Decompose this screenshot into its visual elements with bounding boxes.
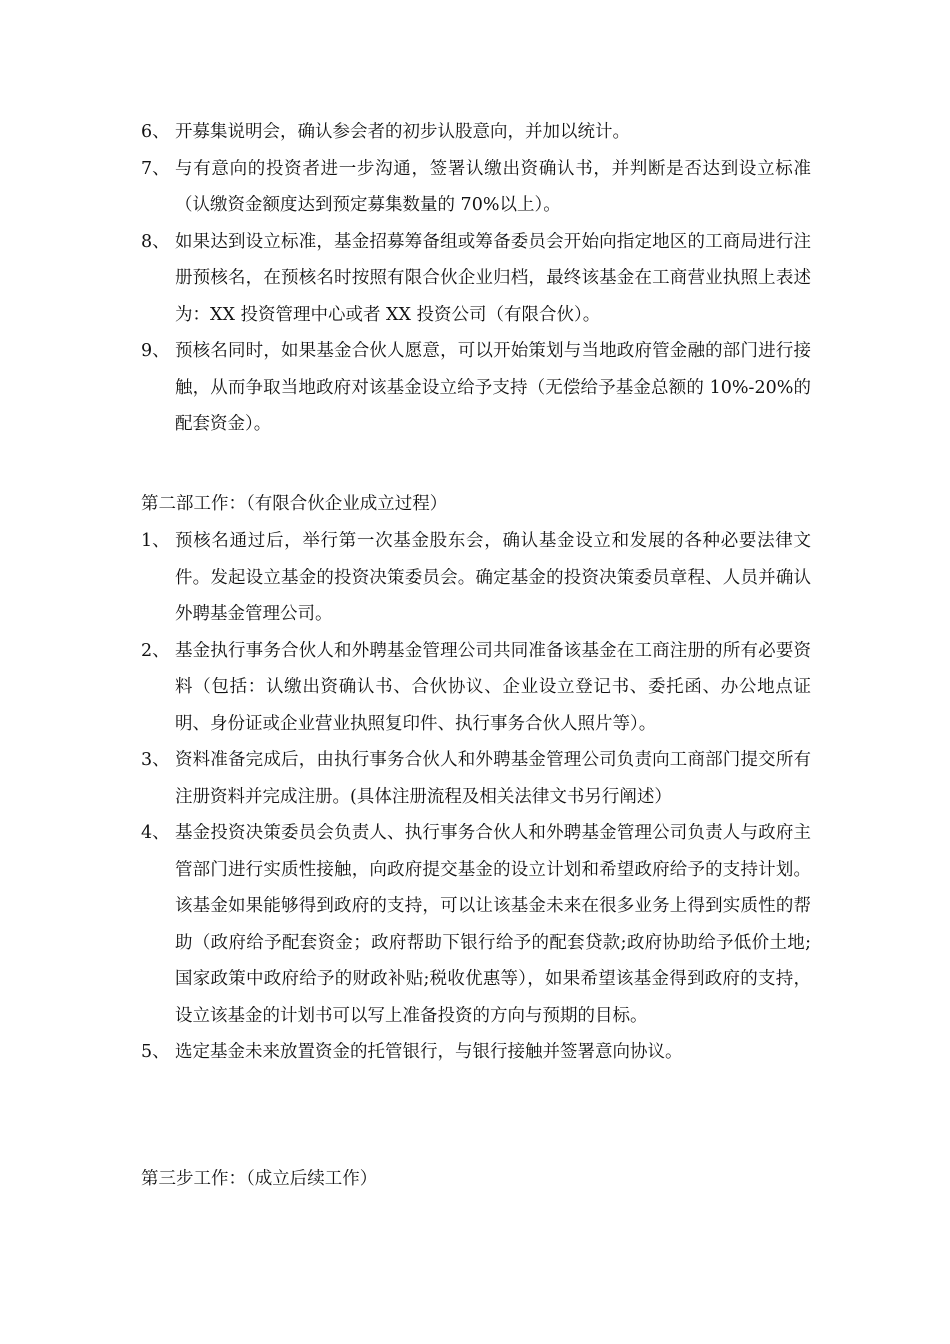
list-item [0, 742, 811, 815]
list-item-number: 2、 [141, 640, 170, 661]
list-item-text: 如果达到设立标准，基金招募筹备组或筹备委员会开始向指定地区的工商局进行注册预核名，在预核名时按照有限合伙企业归档，最终该基金在工商营业执照上表述为：XX 投资管理中心或者 XX 投资公司（有限合伙）。 [175, 231, 811, 325]
list-item-text: 预核名通过后，举行第一次基金股东会，确认基金设立和发展的各种必要法律文件。发起设立基金的投资决策委员会。确定基金的投资决策委员章程、人员并确认外聘基金管理公司。 [175, 531, 811, 624]
list-item-number: 5、 [141, 1042, 170, 1062]
list-item-number: 8、 [141, 231, 170, 252]
section-two-list [0, 523, 950, 1071]
list-item [0, 114, 811, 151]
list-item [0, 224, 811, 334]
list-item [0, 523, 811, 633]
list-item-text: 基金投资决策委员会负责人、执行事务合伙人和外聘基金管理公司负责人与政府主管部门进行实质性接触，向政府提交基金的设立计划和希望政府给予的支持计划。该基金如果能够得到政府的支持，可以让该基金未来在很多业务上得到实质性的帮助（政府给予配套资金；政府帮助下银行给予的配套贷款;政府协助给予低价土地;国家政策中政府给予的财政补贴;税收优惠等），如果希望该基金得到政府的支持，设立该基金的计划书可以写上准备投资的方向与预期的目标。 [175, 823, 811, 1026]
section-three-heading: 第三步工作：（成立后续工作） [141, 1169, 378, 1189]
list-item [0, 633, 811, 743]
list-item [0, 333, 811, 443]
list-item [0, 151, 811, 224]
list-item-text: 预核名同时，如果基金合伙人愿意，可以开始策划与当地政府管金融的部门进行接触，从而争取当地政府对该基金设立给予支持（无偿给予基金总额的 10%-20%的配套资金）。 [175, 341, 811, 434]
list-item-number: 1、 [141, 531, 170, 551]
list-item-text: 基金执行事务合伙人和外聘基金管理公司共同准备该基金在工商注册的所有必要资料（包括：认缴出资确认书、合伙协议、企业设立登记书、委托函、办公地点证明、身份证或企业营业执照复印件、执行事务合伙人照片等）。 [175, 640, 811, 734]
section-two-heading: 第二部工作：（有限合伙企业成立过程） [141, 494, 448, 514]
list-item [0, 815, 811, 1034]
section-one-list [0, 114, 950, 443]
list-item-text: 资料准备完成后，由执行事务合伙人和外聘基金管理公司负责向工商部门提交所有注册资料并完成注册。(具体注册流程及相关法律文书另行阐述） [175, 750, 811, 807]
list-item-number: 9、 [141, 341, 170, 361]
list-item [0, 1034, 811, 1071]
list-item-text: 与有意向的投资者进一步沟通，签署认缴出资确认书，并判断是否达到设立标准（认缴资金额度达到预定募集数量的 70%以上）。 [175, 158, 811, 215]
list-item-number: 7、 [141, 158, 170, 179]
list-item-number: 6、 [141, 122, 170, 142]
list-item-text: 选定基金未来放置资金的托管银行，与银行接触并签署意向协议。 [175, 1042, 683, 1062]
list-item-number: 4、 [141, 823, 170, 843]
list-item-text: 开募集说明会，确认参会者的初步认股意向，并加以统计。 [175, 122, 630, 142]
list-item-number: 3、 [141, 750, 170, 770]
